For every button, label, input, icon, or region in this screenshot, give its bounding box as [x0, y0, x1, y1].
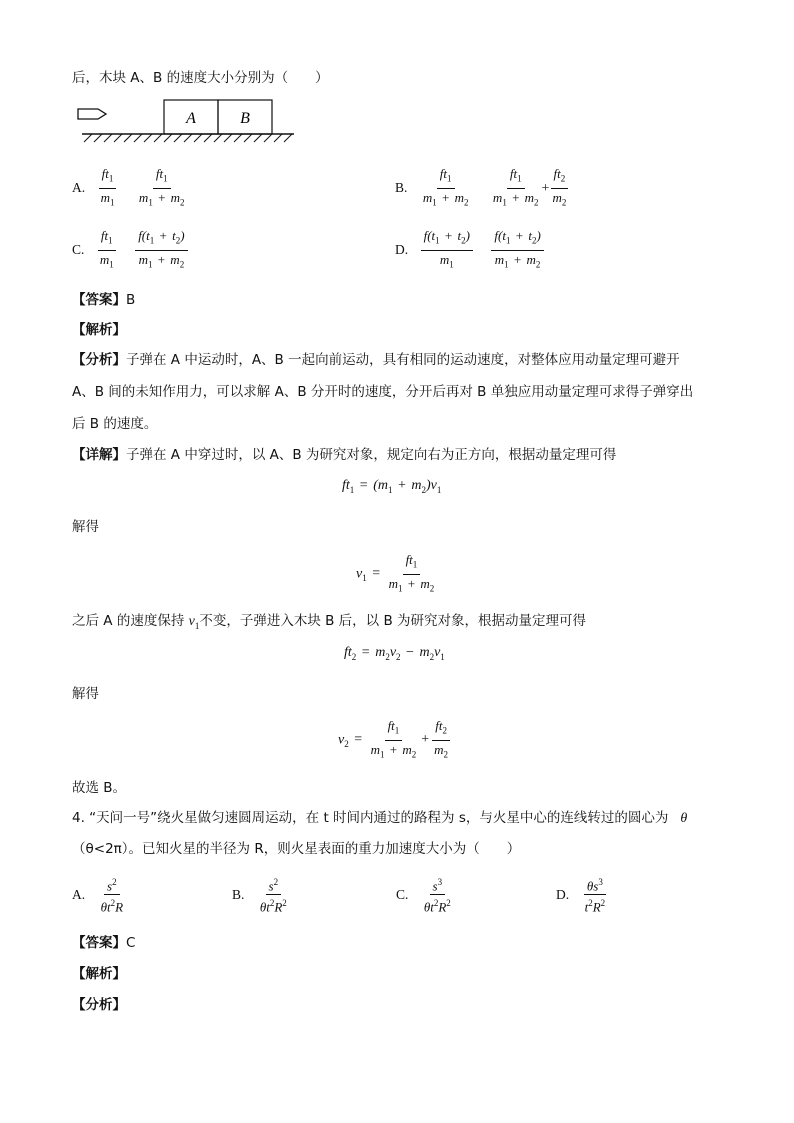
q4-option-b-label: B. [232, 886, 245, 902]
q4-option-d-label: D. [556, 886, 570, 902]
q4-option-a-label: A. [72, 886, 86, 902]
option-d[interactable] [395, 228, 544, 272]
fenxi-line-1: 【分析】子弹在 A 中运动时，A、B 一起向前运动，具有相同的运动速度，对整体应用动量定理可避开 [72, 352, 680, 368]
equation-1: $ft_1 = (m_1 + m_2)v_1$ [342, 478, 442, 495]
option-b[interactable]: B. $\frac{ft_1}{m_1 + m_2}$ $\frac{ft_1}{m_1 + m_2}$ + $\frac{ft_2}{m_2}$ [395, 166, 569, 210]
solve-label-1: 解得 [72, 519, 99, 535]
fraction: $\frac{ft_1}{m_1 + m_2}$ [422, 166, 469, 208]
option-a[interactable] [72, 166, 188, 210]
fraction: $\frac{s^2}{\theta t^2R^2}$ [259, 877, 287, 915]
fraction: $\frac{\theta s^3}{t^2R^2}$ [584, 877, 606, 915]
fraction: $\frac{ft_2}{m_2}$ [552, 166, 567, 208]
fenxi-tag: 【分析】 [72, 352, 126, 368]
fenxi-line-3: 后 B 的速度。 [72, 416, 158, 432]
detail-tag: 【详解】 [72, 447, 126, 463]
block-a-label: A [186, 110, 196, 127]
fraction: $\frac{ft_1}{m_1}$ [99, 228, 114, 270]
choose-line: 故选 B。 [72, 780, 127, 796]
option-a-label: A. [72, 180, 86, 196]
analysis-tag-q4: 【解析】 [72, 966, 126, 982]
block-b-label: B [240, 110, 250, 127]
equation-3: $ft_2 = m_2v_2 - m_2v_1$ [344, 645, 445, 662]
after-line: 之后 A 的速度保持 $v_1$不变，子弹进入木块 B 后，以 B 为研究对象，根据动量定理可得 [72, 613, 587, 631]
fraction: $\frac{s^2}{\theta t^2R}$ [100, 877, 124, 915]
fenxi-tag-q4: 【分析】 [72, 997, 126, 1013]
equation-2: $v_1$ = $\frac{ft_1}{m_1 + m_2}$ [356, 552, 435, 594]
answer-line [72, 288, 135, 308]
option-d-label: D. [395, 242, 409, 258]
answer-tag: 【答案】 [72, 292, 126, 308]
fraction: $\frac{s^3}{\theta t^2R^2}$ [423, 877, 451, 915]
q4-option-b[interactable] [232, 875, 290, 915]
ground-hatching [84, 134, 292, 142]
option-c[interactable] [72, 228, 188, 272]
analysis-tag: 【解析】 [72, 322, 126, 338]
option-c-label: C. [72, 242, 85, 258]
q4-line-1: 4. “天问一号”绕火星做匀速圆周运动，在 t 时间内通过的路程为 s，与火星中心的连线转过的圆心为 θ [72, 810, 688, 826]
option-b-label: B. [395, 180, 408, 196]
fraction: $\frac{ft_1}{m_1 + m_2}$ [492, 166, 539, 208]
fraction: $\frac{f(t_1 + t_2)}{m_1 + m_2}$ [135, 228, 187, 272]
bullet-icon [78, 109, 106, 119]
q4-option-d[interactable] [556, 875, 608, 915]
fenxi-line-2: A、B 间的未知作用力，可以求解 A、B 分开时的速度，分开后再对 B 单独应用动量定理可求得子弹穿出 [72, 384, 694, 400]
q4-line-2: （θ<2π）。已知火星的半径为 R，则火星表面的重力加速度大小为（ ） [72, 841, 521, 857]
q4-option-c[interactable] [396, 875, 454, 915]
bullet-blocks-figure [72, 96, 302, 152]
solve-label-2: 解得 [72, 686, 99, 702]
question-continuation: 后，木块 A、B 的速度大小分别为（ ） [72, 70, 329, 86]
detail-line-1: 【详解】子弹在 A 中穿过时，以 A、B 为研究对象，规定向右为正方向，根据动量定理可得 [72, 447, 617, 463]
q4-option-a[interactable] [72, 875, 126, 915]
fraction: $\frac{ft_1}{m_1 + m_2}$ [138, 166, 185, 208]
q4-option-c-label: C. [396, 886, 409, 902]
fraction: $\frac{f(t_1 + t_2)}{m_1 + m_2}$ [491, 228, 543, 272]
answer-value: B [126, 292, 136, 308]
answer-line-q4: 【答案】C [72, 935, 136, 951]
fraction: $\frac{ft_1}{m_1}$ [100, 166, 115, 208]
equation-4: $v_2$ = $\frac{ft_1}{m_1 + m_2}$ + $\frac{ft_2}{m_2}$ [338, 718, 449, 760]
fraction: $\frac{f(t_1 + t_2)}{m_1}$ [421, 228, 473, 272]
